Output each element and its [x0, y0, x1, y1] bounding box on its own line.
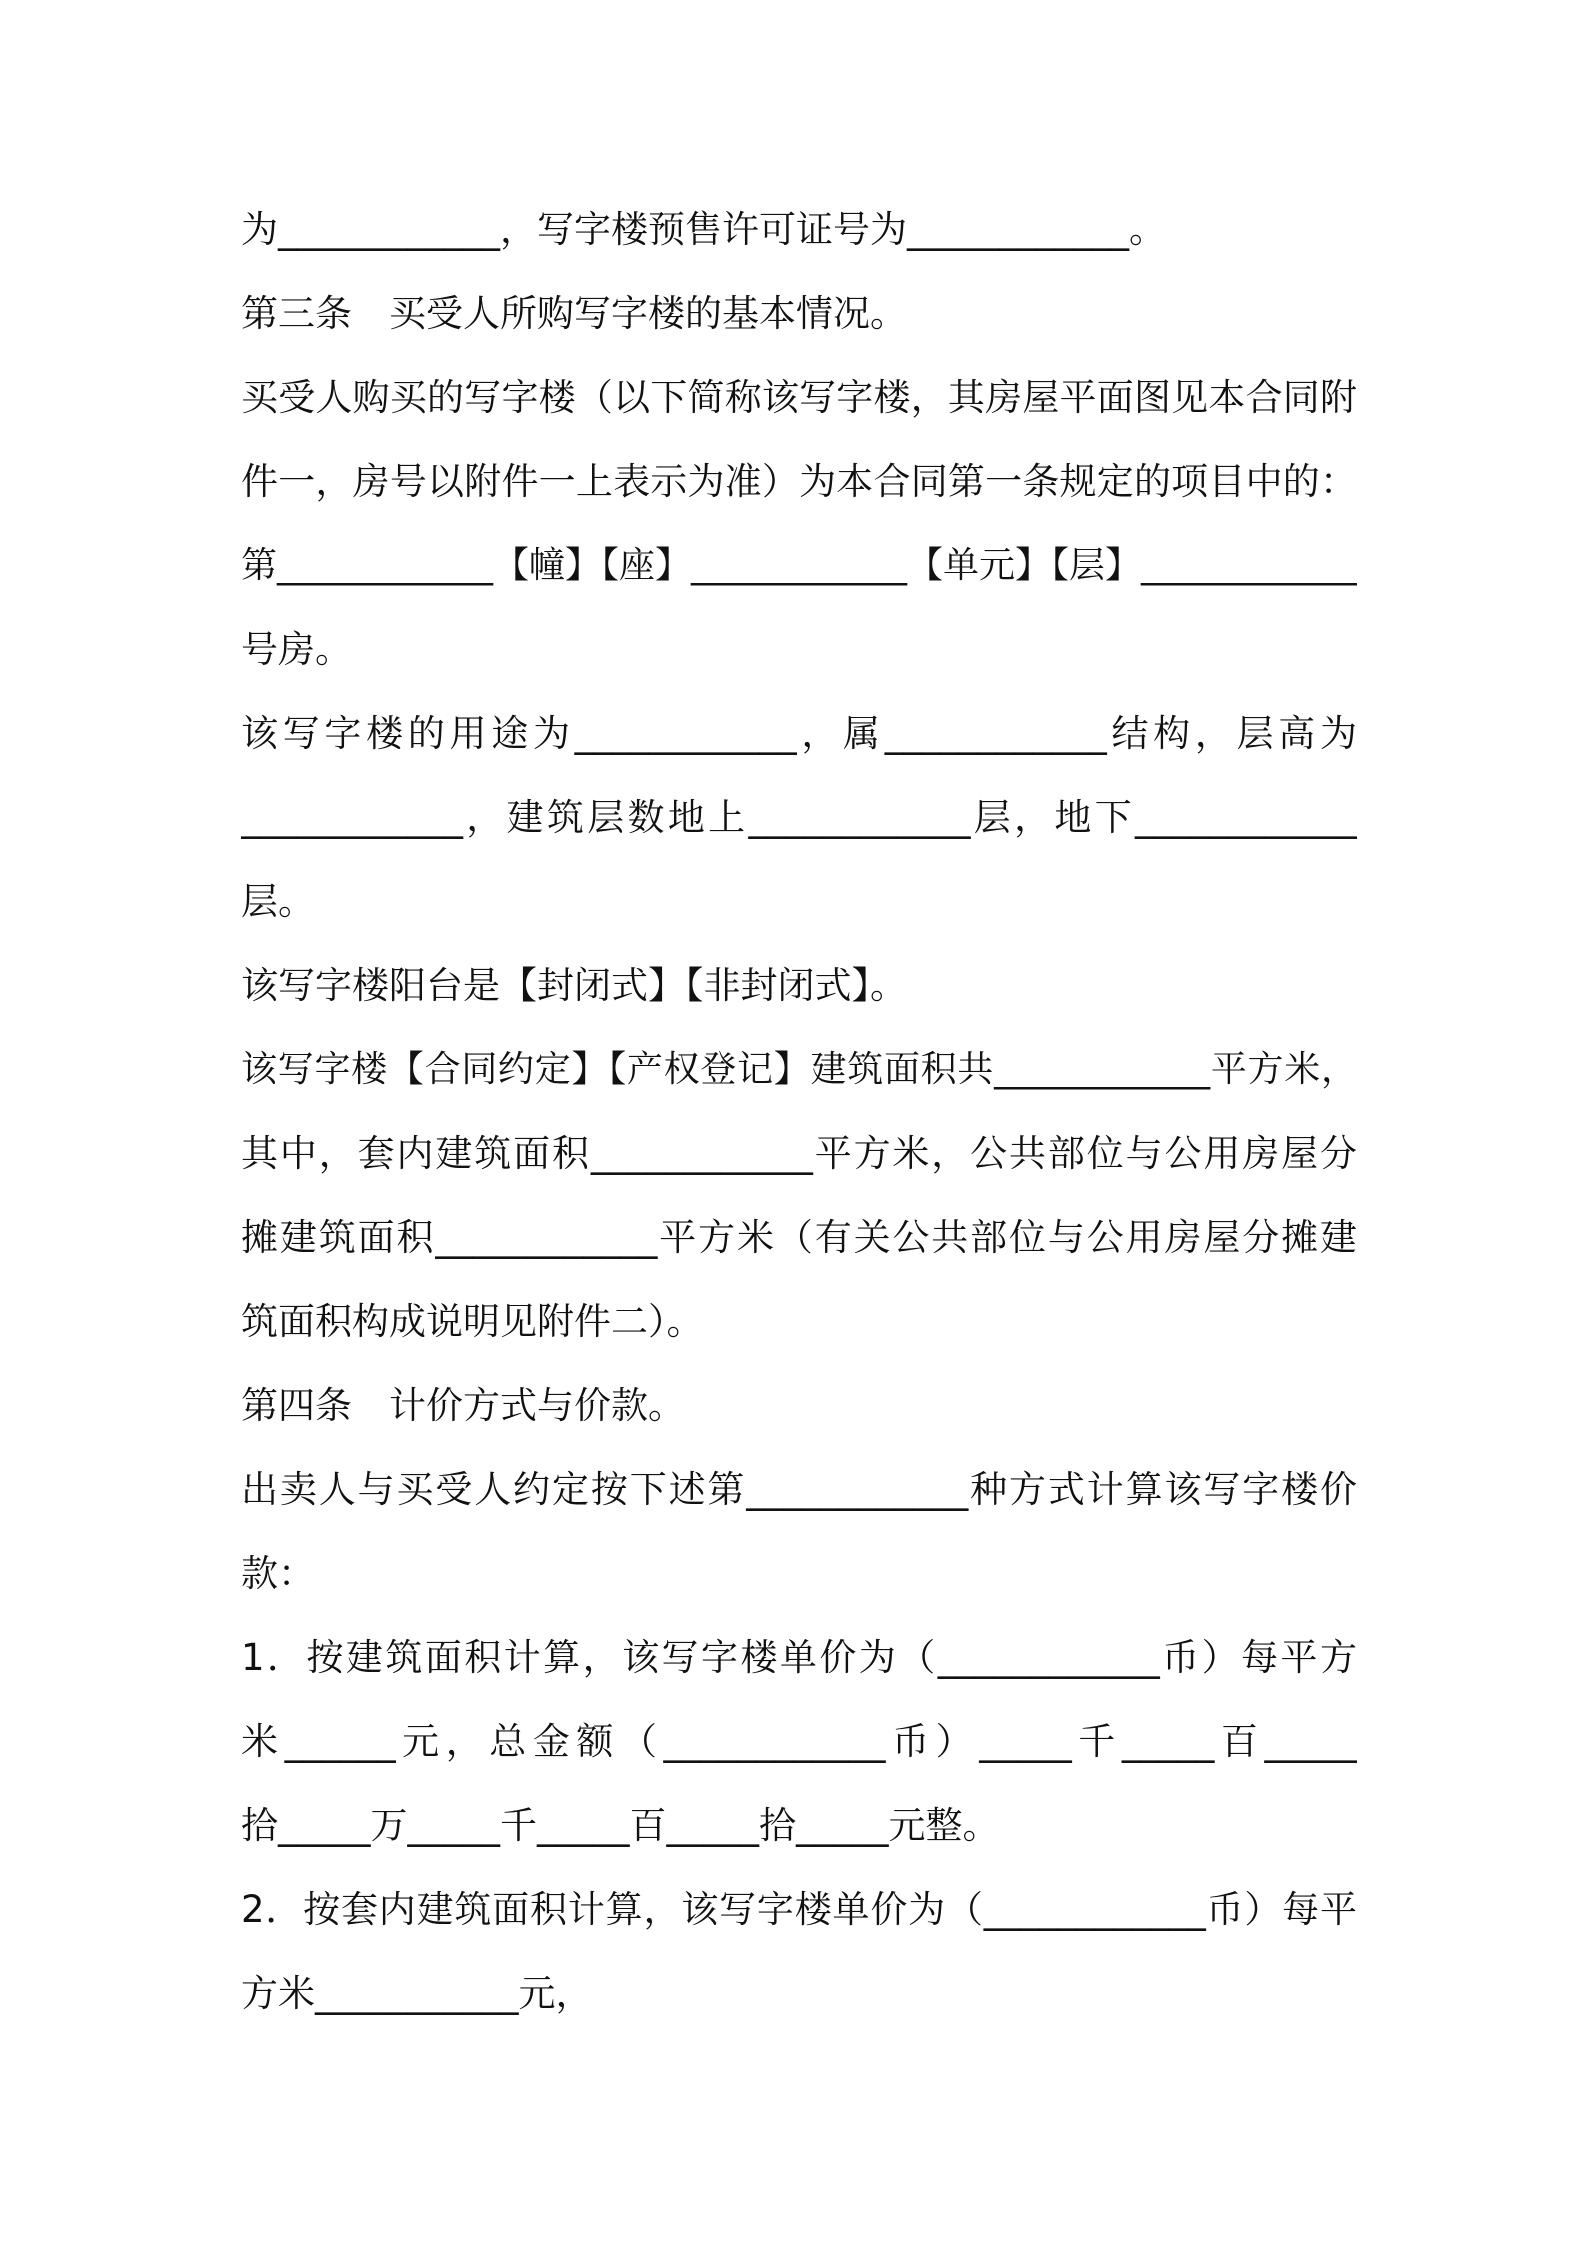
text-line-10: 该写字楼阳台是【封闭式】【非封闭式】。	[241, 964, 907, 1007]
text-line-8: ____________，建筑层数地上____________层，地下____________	[241, 796, 1357, 839]
text-line-20: 拾_____万_____千_____百_____拾_____元整。	[241, 1804, 1000, 1847]
text-line-13: 摊建筑面积____________平方米（有关公共部位与公用房屋分摊建	[241, 1216, 1357, 1259]
text-line-5: 第____________【幢】【座】____________【单元】【层】____________	[241, 545, 1357, 586]
text-line-17: 款：	[241, 1552, 315, 1595]
text-line-12: 其中，套内建筑面积____________平方米，公共部位与公用房屋分	[241, 1132, 1357, 1175]
text-line-21: 2．按套内建筑面积计算，该写字楼单价为（____________币）每平	[241, 1888, 1357, 1931]
text-line-9: 层。	[241, 880, 315, 923]
article-4-heading: 第四条 计价方式与价款。	[241, 1384, 685, 1427]
text-line-6: 号房。	[241, 628, 352, 671]
text-line-18: 1．按建筑面积计算，该写字楼单价为（____________币）每平方	[241, 1636, 1357, 1679]
text-line-11: 该写字楼【合同约定】【产权登记】建筑面积共____________平方米，	[241, 1049, 1357, 1090]
text-line-14: 筑面积构成说明见附件二）。	[241, 1300, 704, 1343]
text-line-19: 米______元，总金额（____________币）_____千_____百_____	[241, 1720, 1357, 1763]
article-3-heading: 第三条 买受人所购写字楼的基本情况。	[241, 292, 907, 335]
text-line-7: 该写字楼的用途为____________，属____________结构，层高为	[241, 712, 1357, 755]
text-line-16: 出卖人与买受人约定按下述第____________种方式计算该写字楼价	[241, 1468, 1357, 1511]
text-line-4: 件一，房号以附件一上表示为准）为本合同第一条规定的项目中的：	[241, 460, 1357, 503]
text-line-1: 为____________，写字楼预售许可证号为____________。	[241, 208, 1166, 251]
text-line-3: 买受人购买的写字楼（以下简称该写字楼，其房屋平面图见本合同附	[241, 376, 1357, 419]
text-line-22: 方米___________元，	[241, 1972, 593, 2015]
